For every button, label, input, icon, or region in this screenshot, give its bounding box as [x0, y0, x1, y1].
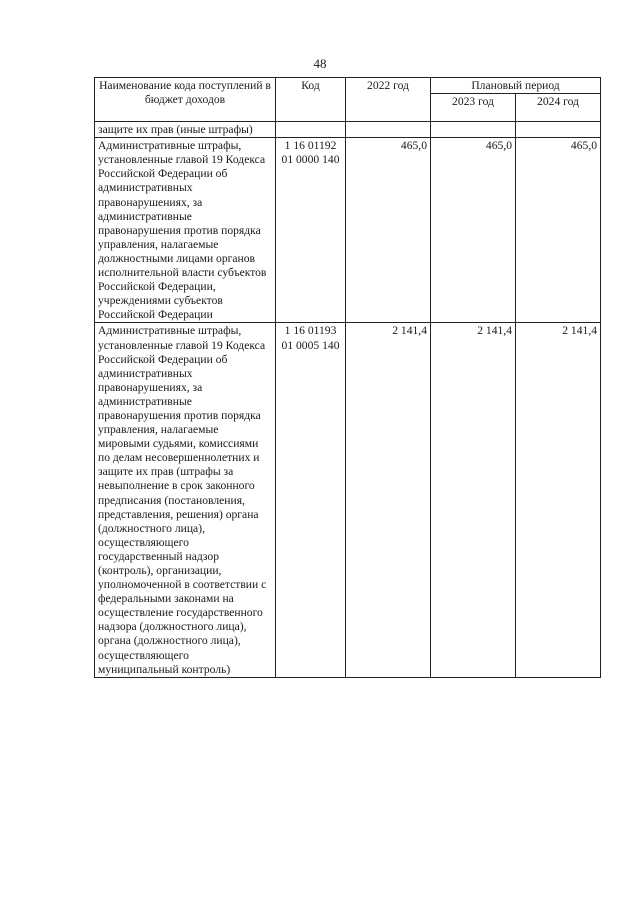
row-value-2024: 465,0: [516, 138, 601, 323]
row-value-2024: 2 141,4: [516, 323, 601, 677]
header-plan-period: Плановый период: [431, 78, 601, 94]
row-value-2022: [346, 122, 431, 138]
revenue-table: [94, 77, 601, 678]
row-value-2024: [516, 122, 601, 138]
row-name: защите их прав (иные штрафы): [95, 122, 276, 138]
row-value-2023: 2 141,4: [431, 323, 516, 677]
table-row: [95, 122, 601, 138]
row-code: 1 16 01192 01 0000 140: [276, 138, 346, 323]
row-value-2023: [431, 122, 516, 138]
row-value-2023: 465,0: [431, 138, 516, 323]
header-2022: 2022 год: [346, 78, 431, 122]
row-value-2022: 2 141,4: [346, 323, 431, 677]
row-value-2022: 465,0: [346, 138, 431, 323]
table-row: [95, 138, 601, 323]
header-2024: 2024 год: [516, 94, 601, 122]
header-2023: 2023 год: [431, 94, 516, 122]
table-row: [95, 323, 601, 677]
row-code: 1 16 01193 01 0005 140: [276, 323, 346, 677]
header-name: Наименование кода поступлений в бюджет доходов: [95, 78, 276, 122]
row-name: Административные штрафы, установленные главой 19 Кодекса Российской Федерации об административных правонарушениях, за административные правонарушения против порядка управления, налагаемые мировыми судьями, комиссиями по делам несовершеннолетних и защите их прав (штрафы за невыполнение в срок законного предписания (постановления, представления, решения) органа (должностного лица), осуществляющего государственный надзор (контроль), организации, уполномоченной в соответствии с федеральными законами на осуществление государственного надзора (должностного лица), органа (должностного лица), осуществляющего муниципальный контроль): [95, 323, 276, 677]
page-number: 48: [313, 56, 327, 71]
header-code: Код: [276, 78, 346, 122]
row-name: Административные штрафы, установленные главой 19 Кодекса Российской Федерации об административных правонарушениях, за административные правонарушения против порядка управления, налагаемые должностными лицами органов исполнительной власти субъектов Российской Федерации, учреждениями субъектов Российской Федерации: [95, 138, 276, 323]
row-code: [276, 122, 346, 138]
